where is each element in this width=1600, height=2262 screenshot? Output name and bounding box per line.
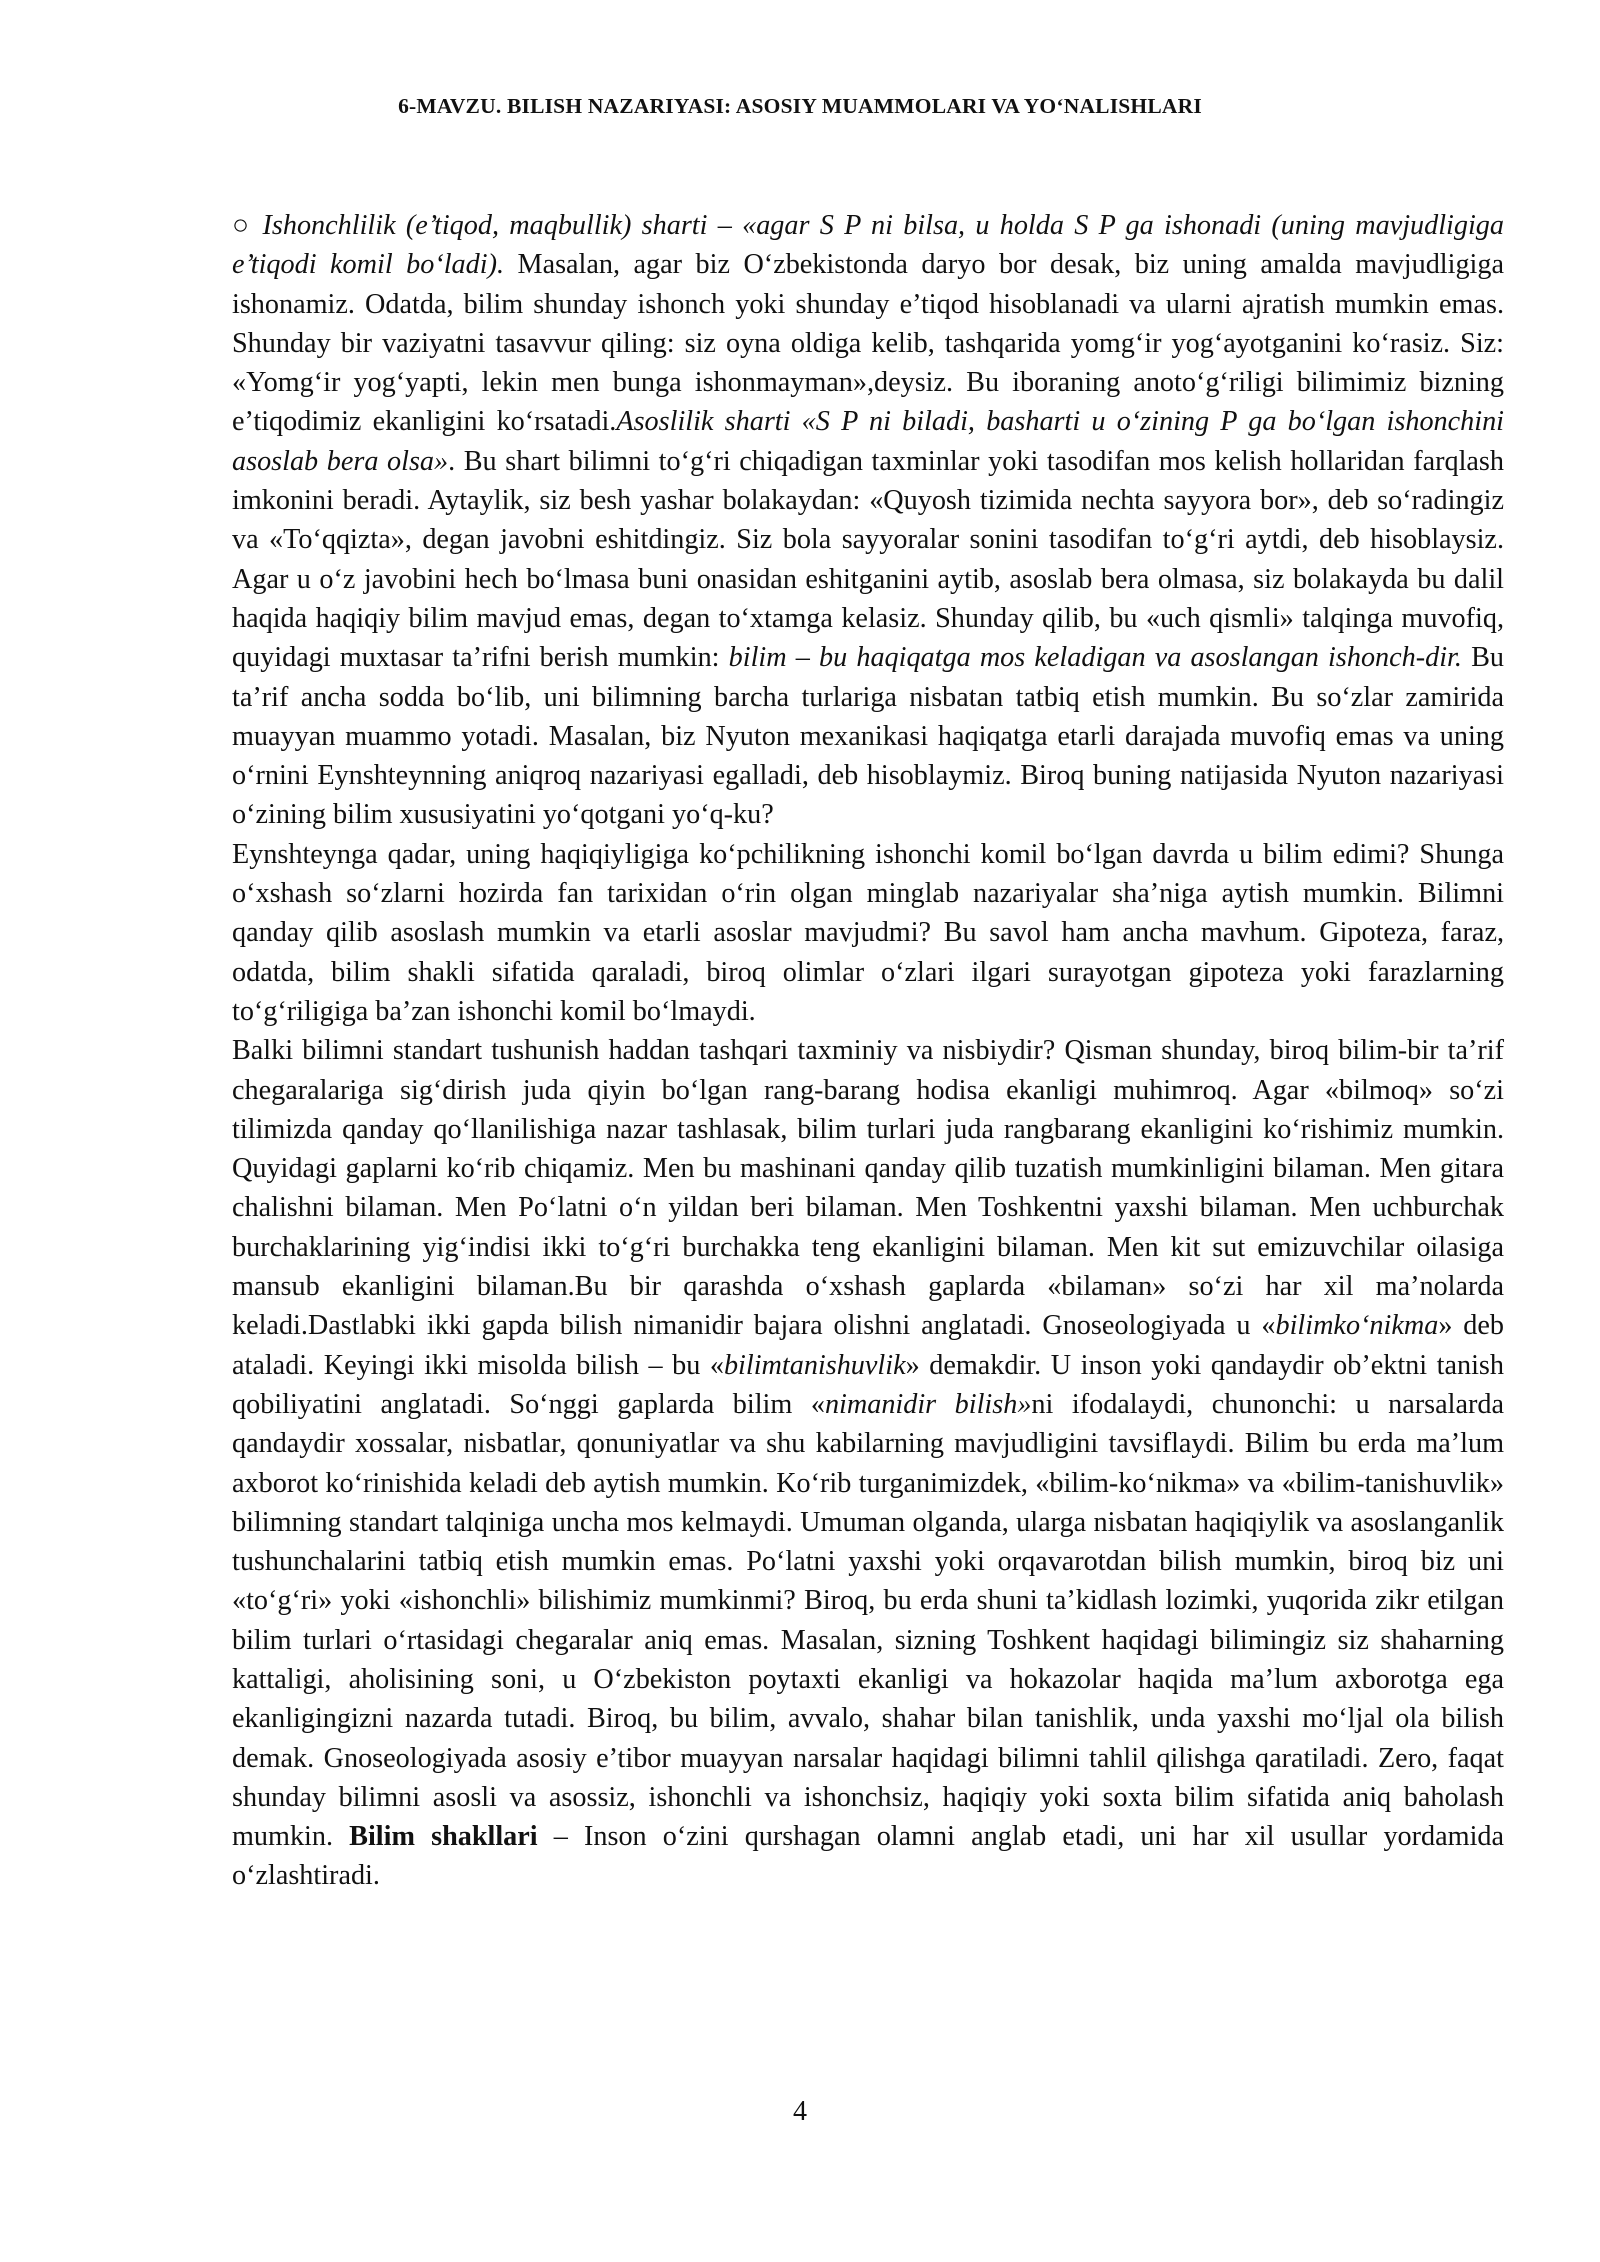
italic-run: Asoslilik sharti «S P ni biladi, basharti u o‘zining P ga bo‘lgan ishonchini asoslab bera olsa»	[232, 406, 1504, 477]
text-run: » deb ataladi. Keyingi ikki misolda bilish – bu «	[232, 1310, 1504, 1381]
page-header-title: 6-MAVZU. BILISH NAZARIYASI: ASOSIY MUAMMOLARI VA YO‘NALISHLARI	[398, 94, 1202, 118]
text-run: Balki bilimni standart tushunish haddan tashqari taxminiy va nisbiydir? Qisman shunday, biroq bilim-bir ta’rif chegaralariga sig‘dirish juda qiyin bo‘lgan rang-barang hodisa ekanligi muhimroq. Agar «bilmoq» so‘zi tilimizda qanday qo‘llanilishiga nazar tashlasak, bilim turlari juda rangbarang ekanligini ko‘rishimiz mumkin. Quyidagi gaplarni ko‘rib chiqamiz. Men bu mashinani qanday qilib tuzatish mumkinligini bilaman. Men gitara chalishni bilaman. Men Po‘latni o‘n yildan beri bilaman. Men Toshkentni yaxshi bilaman. Men uchburchak burchaklarining yig‘indisi ikki to‘g‘ri burchakka teng ekanligini bilaman. Men kit sut emizuvchilar oilasiga mansub ekanligini bilaman.Bu bir qarashda o‘xshash gaplarda «bilaman» so‘zi har xil ma’nolarda keladi.Dastlabki ikki gapda bilish nimanidir bajara olishni anglatadi. Gnoseologiyada u «	[232, 1035, 1504, 1342]
text-run: ni ifodalaydi, chunonchi: u narsalarda qandaydir xossalar, nisbatlar, qonuniyatlar va shu kabilarning mavjudligini tavsiflaydi. Bilim bu erda ma’lum axborot ko‘rinishida keladi deb aytish mumkin. Ko‘rib turganimizdek, «bilim-ko‘nikma» va «bilim-tanishuvlik» bilimning standart talqiniga uncha mos kelmaydi. Umuman olganda, ularga nisbatan haqiqiylik va asoslanganlik tushunchalarini tatbiq etish mumkin emas. Po‘latni yaxshi yoki orqavarotdan bilish mumkin, biroq biz uni «to‘g‘ri» yoki «ishonchli» bilishimiz mumkinmi? Biroq, bu erda shuni ta’kidlash lozimki, yuqorida zikr etilgan bilim turlari o‘rtasidagi chegaralar aniq emas. Masalan, sizning Toshkent haqidagi bilimingiz siz shaharning kattaligi, aholisining soni, u O‘zbekiston poytaxti ekanligi va hokazolar haqida ma’lum axborotga ega ekanligingizni nazarda tutadi. Biroq, bu bilim, avvalo, shahar bilan tanishlik, unda yaxshi mo‘ljal ola bilish demak. Gnoseologiyada asosiy e’tibor muayyan narsalar haqidagi bilimni tahlil qilishga qaratiladi. Zero, faqat shunday bilimni asosli va asossiz, ishonchli va ishonchsiz, haqiqiy yoki soxta bilim sifatida aniq baholash mumkin.	[232, 1388, 1504, 1853]
text-run: » demakdir. U inson yoki qandaydir ob’ektni tanish qobiliyatini anglatadi. So‘nggi gaplarda bilim «	[232, 1349, 1504, 1420]
body-text	[232, 206, 1504, 1896]
text-run: Masalan, agar biz O‘zbekistonda daryo bor desak, biz uning amalda mavjudligiga ishonamiz. Odatda, bilim shunday ishonch yoki shunday e’tiqod hisoblanadi va ularni ajratish mumkin emas. Shunday bir vaziyatni tasavvur qiling: siz oyna oldiga kelib, tashqarida yomg‘ir yog‘ayotganini ko‘rasiz. Siz: «Yomg‘ir yog‘yapti, lekin men bunga ishonmayman»,deysiz. Bu iboraning anoto‘g‘riligi bilimimiz bizning e’tiqodimiz ekanligini ko‘rsatadi.	[232, 249, 1504, 438]
text-run: – Inson o‘zini qurshagan olamni anglab etadi, uni har xil usullar yordamida o‘zlashtiradi.	[232, 1821, 1505, 1892]
italic-run: ○ Ishonchlilik (e’tiqod, maqbullik) sharti – «agar S P ni bilsa, u holda S P ga ishonadi (uning mavjudligiga e’tiqodi komil bo‘ladi).	[232, 210, 1504, 281]
italic-run: nimanidir bilish»	[824, 1388, 1032, 1420]
paragraph	[232, 835, 1504, 1031]
text-run: Eynshteynga qadar, uning haqiqiyligiga ko‘pchilikning ishonchi komil bo‘lgan davrda u bilim edimi? Shunga o‘xshash so‘zlarni hozirda fan tarixidan o‘rin olgan minglab nazariyalar sha’niga aytish mumkin. Bilimni qanday qilib asoslash mumkin va etarli asoslar mavjudmi? Bu savol ham ancha mavhum. Gipoteza, faraz, odatda, bilim shakli sifatida qaraladi, biroq olimlar o‘zlari ilgari surayotgan gipoteza yoki farazlarning to‘g‘riligiga ba’zan ishonchi komil bo‘lmaydi.	[232, 838, 1504, 1027]
text-run: Bu ta’rif ancha sodda bo‘lib, uni bilimning barcha turlariga nisbatan tatbiq etish mumkin. Bu so‘zlar zamirida muayyan muammo yotadi. Masalan, biz Nyuton mexanikasi haqiqatga etarli darajada muvofiq emas va uning o‘rnini Eynshteynning aniqroq nazariyasi egalladi, deb hisoblaymiz. Biroq buning natijasida Nyuton nazariyasi o‘zining bilim xususiyatini yo‘qotgani yo‘q-ku?	[232, 642, 1504, 831]
italic-run: bilim – bu haqiqatga mos keladigan va asoslangan ishonch-dir.	[728, 642, 1462, 674]
paragraph	[232, 1031, 1504, 1896]
text-run: . Bu shart bilimni to‘g‘ri chiqadigan taxminlar yoki tasodifan mos kelish hollaridan farqlash imkonini beradi. Aytaylik, siz besh yashar bolakaydan: «Quyosh tizimida nechta sayyora bor», deb so‘radingiz va «To‘qqizta», degan javobni eshitdingiz. Siz bola sayyoralar sonini tasodifan to‘g‘ri aytdi, deb hisoblaysiz. Agar u o‘z javobini hech bo‘lmasa buni onasidan eshitganini aytib, asoslab bera olmasa, siz bolakayda bu dalil haqida haqiqiy bilim mavjud emas, degan to‘xtamga kelasiz. Shunday qilib, bu «uch qismli» talqinga muvofiq, quyidagi muxtasar ta’rifni berish mumkin:	[232, 445, 1504, 674]
bold-term: Bilim shakllari	[349, 1821, 538, 1853]
italic-run: bilimko‘nikma	[1275, 1310, 1439, 1342]
page-number: 4	[793, 2096, 807, 2127]
italic-run: bilimtanishuvlik	[723, 1349, 906, 1381]
paragraph	[232, 206, 1504, 835]
